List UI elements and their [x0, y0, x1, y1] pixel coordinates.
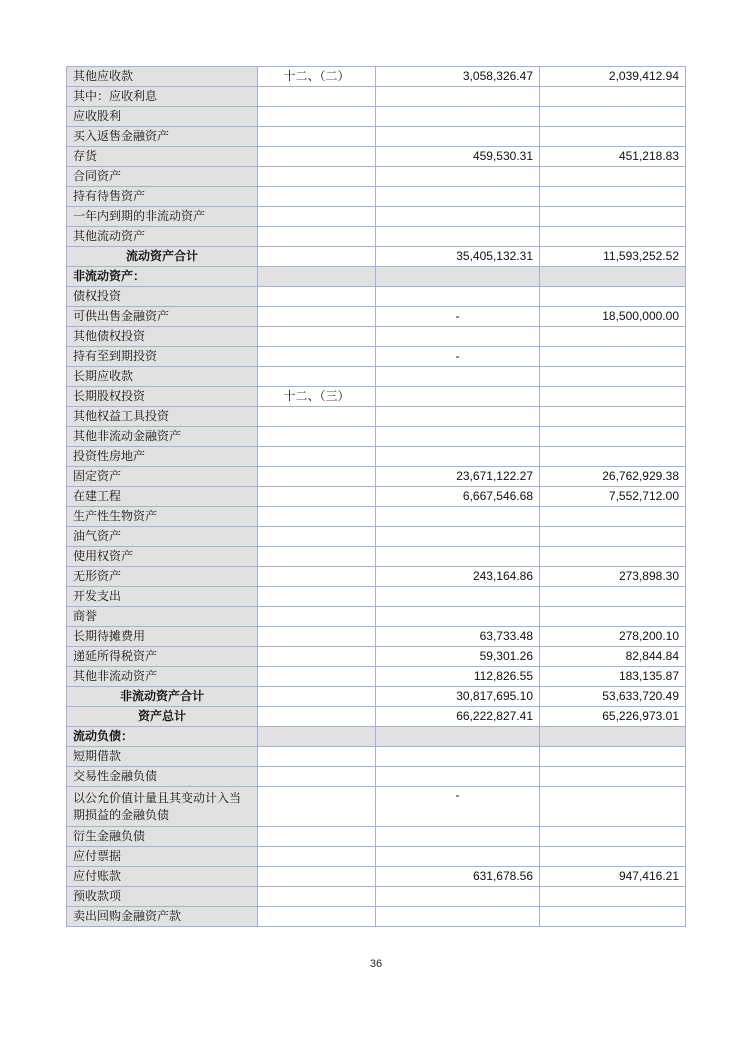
row-label: 使用权资产 — [67, 547, 258, 567]
row-prior-value — [540, 507, 686, 527]
row-label: 开发支出 — [67, 587, 258, 607]
row-label: 以公允价值计量且其变动计入当期损益的金融负债 — [67, 787, 258, 827]
row-current-value: 35,405,132.31 — [376, 247, 540, 267]
row-prior-value — [540, 787, 686, 827]
row-note — [258, 127, 376, 147]
row-label: 其中：应收利息 — [67, 87, 258, 107]
table-row — [67, 147, 686, 167]
table-row — [67, 127, 686, 147]
table-row — [67, 327, 686, 347]
row-prior-value — [540, 167, 686, 187]
row-prior-value — [540, 847, 686, 867]
row-note — [258, 887, 376, 907]
table-row — [67, 867, 686, 887]
balance-sheet-table — [66, 66, 686, 927]
row-current-value — [376, 87, 540, 107]
row-current-value — [376, 587, 540, 607]
row-label: 应付账款 — [67, 867, 258, 887]
row-prior-value — [540, 127, 686, 147]
table-row — [67, 847, 686, 867]
row-note — [258, 87, 376, 107]
row-current-value — [376, 207, 540, 227]
row-label: 无形资产 — [67, 567, 258, 587]
table-row — [67, 507, 686, 527]
row-prior-value — [540, 827, 686, 847]
row-prior-value: 2,039,412.94 — [540, 67, 686, 87]
row-prior-value — [540, 187, 686, 207]
row-prior-value — [540, 547, 686, 567]
row-label: 流动负债： — [67, 727, 258, 747]
row-prior-value — [540, 767, 686, 787]
row-current-value: 3,058,326.47 — [376, 67, 540, 87]
row-prior-value: 18,500,000.00 — [540, 307, 686, 327]
row-prior-value — [540, 227, 686, 247]
row-note — [258, 907, 376, 927]
page-number: 36 — [369, 958, 383, 970]
row-label: 持有至到期投资 — [67, 347, 258, 367]
row-note — [258, 647, 376, 667]
table-row — [67, 667, 686, 687]
row-label: 预收款项 — [67, 887, 258, 907]
row-note — [258, 727, 376, 747]
row-label: 固定资产 — [67, 467, 258, 487]
table-row — [67, 307, 686, 327]
row-label: 递延所得税资产 — [67, 647, 258, 667]
row-note — [258, 227, 376, 247]
row-label: 应收股利 — [67, 107, 258, 127]
row-note — [258, 467, 376, 487]
row-note — [258, 787, 376, 827]
row-current-value — [376, 107, 540, 127]
row-note: 十二、（二） — [258, 67, 376, 87]
row-label: 商誉 — [67, 607, 258, 627]
row-current-value — [376, 907, 540, 927]
row-prior-value: 273,898.30 — [540, 567, 686, 587]
row-prior-value: 26,762,929.38 — [540, 467, 686, 487]
row-label: 长期股权投资 — [67, 387, 258, 407]
row-label: 衍生金融负债 — [67, 827, 258, 847]
row-note — [258, 687, 376, 707]
row-note — [258, 327, 376, 347]
row-current-value — [376, 847, 540, 867]
row-label: 其他应收款 — [67, 67, 258, 87]
row-current-value — [376, 227, 540, 247]
row-note — [258, 627, 376, 647]
table-row — [67, 467, 686, 487]
row-current-value — [376, 887, 540, 907]
row-label: 其他非流动金融资产 — [67, 427, 258, 447]
table-row — [67, 787, 686, 827]
row-current-value: 66,222,827.41 — [376, 707, 540, 727]
table-row — [67, 67, 686, 87]
row-note — [258, 247, 376, 267]
row-prior-value — [540, 747, 686, 767]
row-current-value: 112,826.55 — [376, 667, 540, 687]
row-prior-value — [540, 887, 686, 907]
row-current-value — [376, 267, 540, 287]
row-prior-value: 947,416.21 — [540, 867, 686, 887]
row-prior-value — [540, 87, 686, 107]
row-label: 非流动资产： — [67, 267, 258, 287]
row-current-value — [376, 127, 540, 147]
row-note — [258, 107, 376, 127]
row-current-value: 30,817,695.10 — [376, 687, 540, 707]
row-current-value — [376, 527, 540, 547]
table-row — [67, 227, 686, 247]
row-prior-value — [540, 207, 686, 227]
row-current-value — [376, 767, 540, 787]
row-note — [258, 287, 376, 307]
row-current-value — [376, 167, 540, 187]
table-row — [67, 707, 686, 727]
row-current-value — [376, 187, 540, 207]
row-prior-value: 65,226,973.01 — [540, 707, 686, 727]
row-label: 油气资产 — [67, 527, 258, 547]
row-note — [258, 607, 376, 627]
row-prior-value — [540, 267, 686, 287]
table-row — [67, 607, 686, 627]
row-label: 其他权益工具投资 — [67, 407, 258, 427]
row-current-value — [376, 387, 540, 407]
table-row — [67, 87, 686, 107]
table-row — [67, 587, 686, 607]
row-label: 卖出回购金融资产款 — [67, 907, 258, 927]
table-row — [67, 407, 686, 427]
table-row — [67, 487, 686, 507]
row-note — [258, 567, 376, 587]
table-row — [67, 107, 686, 127]
row-note — [258, 367, 376, 387]
row-prior-value: 53,633,720.49 — [540, 687, 686, 707]
table-row — [67, 627, 686, 647]
row-label: 长期应收款 — [67, 367, 258, 387]
row-label: 债权投资 — [67, 287, 258, 307]
row-prior-value — [540, 107, 686, 127]
row-note — [258, 667, 376, 687]
row-label: 生产性生物资产 — [67, 507, 258, 527]
row-note — [258, 867, 376, 887]
row-label: 流动资产合计 — [67, 247, 258, 267]
row-prior-value — [540, 347, 686, 367]
row-current-value — [376, 367, 540, 387]
row-prior-value — [540, 607, 686, 627]
row-note — [258, 527, 376, 547]
row-prior-value — [540, 427, 686, 447]
row-current-value: 631,678.56 — [376, 867, 540, 887]
row-label: 短期借款 — [67, 747, 258, 767]
row-prior-value: 183,135.87 — [540, 667, 686, 687]
row-note — [258, 487, 376, 507]
row-current-value: 459,530.31 — [376, 147, 540, 167]
row-note — [258, 147, 376, 167]
table-row — [67, 687, 686, 707]
row-current-value — [376, 727, 540, 747]
row-label: 非流动资产合计 — [67, 687, 258, 707]
row-label: 持有待售资产 — [67, 187, 258, 207]
row-note — [258, 427, 376, 447]
row-current-value: 63,733.48 — [376, 627, 540, 647]
row-note — [258, 847, 376, 867]
table-row — [67, 447, 686, 467]
table-row — [67, 727, 686, 747]
row-prior-value — [540, 287, 686, 307]
row-note — [258, 707, 376, 727]
row-note — [258, 347, 376, 367]
row-current-value: - — [376, 307, 540, 327]
row-prior-value — [540, 367, 686, 387]
row-current-value: - — [376, 787, 540, 827]
row-note — [258, 767, 376, 787]
row-note: 十二、（三） — [258, 387, 376, 407]
row-current-value — [376, 427, 540, 447]
table-row — [67, 387, 686, 407]
row-current-value: 23,671,122.27 — [376, 467, 540, 487]
row-label: 在建工程 — [67, 487, 258, 507]
balance-sheet-body — [67, 67, 686, 927]
row-current-value: 243,164.86 — [376, 567, 540, 587]
row-prior-value — [540, 907, 686, 927]
row-prior-value — [540, 587, 686, 607]
table-row — [67, 347, 686, 367]
row-label: 交易性金融负债 — [67, 767, 258, 787]
table-row — [67, 207, 686, 227]
row-label: 长期待摊费用 — [67, 627, 258, 647]
row-label: 合同资产 — [67, 167, 258, 187]
table-row — [67, 827, 686, 847]
row-prior-value — [540, 727, 686, 747]
table-row — [67, 367, 686, 387]
row-prior-value — [540, 447, 686, 467]
row-note — [258, 207, 376, 227]
row-current-value — [376, 547, 540, 567]
row-label: 应付票据 — [67, 847, 258, 867]
row-label: 其他流动资产 — [67, 227, 258, 247]
table-row — [67, 167, 686, 187]
row-prior-value: 451,218.83 — [540, 147, 686, 167]
row-prior-value — [540, 407, 686, 427]
row-label: 其他非流动资产 — [67, 667, 258, 687]
table-row — [67, 887, 686, 907]
row-label: 其他债权投资 — [67, 327, 258, 347]
row-note — [258, 447, 376, 467]
row-current-value — [376, 507, 540, 527]
row-label: 资产总计 — [67, 707, 258, 727]
row-prior-value: 278,200.10 — [540, 627, 686, 647]
table-row — [67, 567, 686, 587]
row-current-value — [376, 407, 540, 427]
row-current-value: 59,301.26 — [376, 647, 540, 667]
row-label: 存货 — [67, 147, 258, 167]
row-prior-value: 11,593,252.52 — [540, 247, 686, 267]
table-row — [67, 907, 686, 927]
row-current-value — [376, 327, 540, 347]
row-note — [258, 747, 376, 767]
row-note — [258, 267, 376, 287]
row-current-value: 6,667,546.68 — [376, 487, 540, 507]
row-label: 一年内到期的非流动资产 — [67, 207, 258, 227]
table-row — [67, 187, 686, 207]
row-prior-value — [540, 387, 686, 407]
row-current-value — [376, 607, 540, 627]
row-note — [258, 187, 376, 207]
row-note — [258, 827, 376, 847]
row-label: 可供出售金融资产 — [67, 307, 258, 327]
row-current-value — [376, 747, 540, 767]
table-row — [67, 247, 686, 267]
row-prior-value — [540, 527, 686, 547]
row-label: 投资性房地产 — [67, 447, 258, 467]
table-row — [67, 427, 686, 447]
row-note — [258, 167, 376, 187]
row-prior-value — [540, 327, 686, 347]
row-note — [258, 407, 376, 427]
table-row — [67, 747, 686, 767]
row-note — [258, 307, 376, 327]
table-row — [67, 287, 686, 307]
row-note — [258, 547, 376, 567]
row-label: 买入返售金融资产 — [67, 127, 258, 147]
row-prior-value: 7,552,712.00 — [540, 487, 686, 507]
row-current-value — [376, 827, 540, 847]
row-prior-value: 82,844.84 — [540, 647, 686, 667]
row-current-value: - — [376, 347, 540, 367]
row-note — [258, 587, 376, 607]
table-row — [67, 767, 686, 787]
table-row — [67, 547, 686, 567]
table-row — [67, 527, 686, 547]
row-current-value — [376, 447, 540, 467]
row-current-value — [376, 287, 540, 307]
table-row — [67, 267, 686, 287]
table-row — [67, 647, 686, 667]
row-note — [258, 507, 376, 527]
